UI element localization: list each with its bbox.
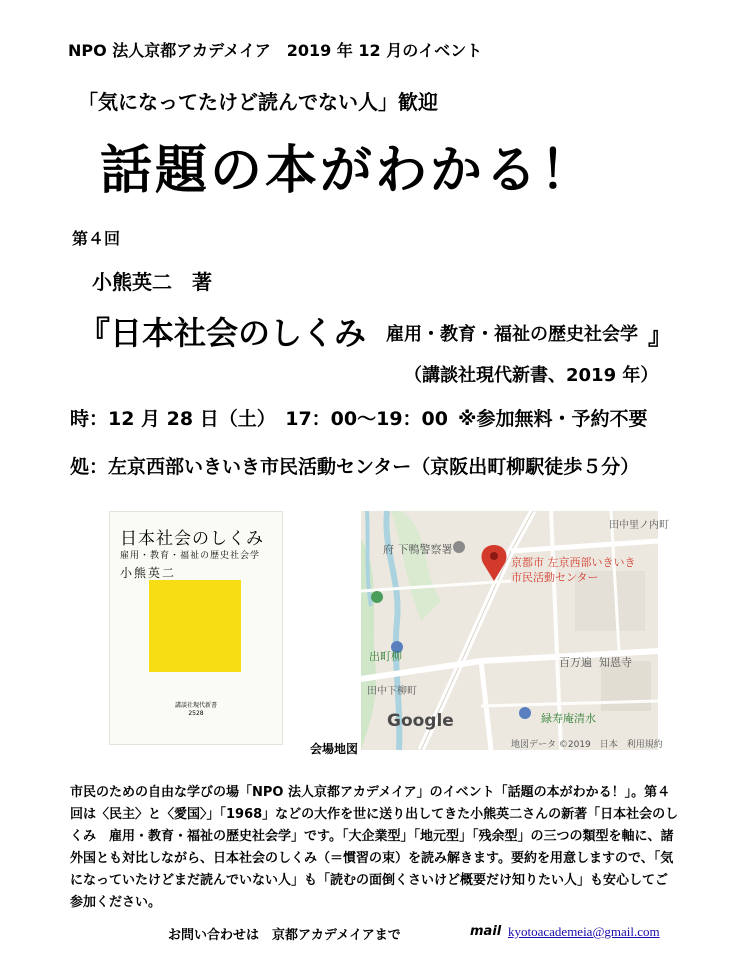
book-publisher: （講談社現代新書、2019 年）	[404, 365, 659, 386]
cover-series: 講談社現代新書	[174, 702, 217, 709]
event-datetime: 時：12 月 28 日（土） 17：00～19：00	[70, 408, 448, 430]
tagline: 「気になってたけど読んでない人」歓迎	[78, 90, 438, 114]
org-event-line: NPO 法人京都アカデメイア 2019 年 12 月のイベント	[68, 41, 483, 60]
episode-number: 第４回	[72, 229, 121, 248]
event-place: 処：左京西部いきいき市民活動センター（京阪出町柳駅徒歩５分）	[70, 456, 640, 478]
map-label: 田中里ノ内町	[609, 520, 669, 531]
book-title-close: 』	[648, 322, 672, 350]
cover-number: 2528	[188, 710, 204, 717]
event-description: 市民のための自由な学びの場「NPO 法人京都アカデメイア」のイベント「話題の本がわかる！」。第４回は〈民主〉と〈愛国〉」「1968」などの大作を世に送り出してきた小熊英二さんの新著「日本社会のしくみ 雇用・教育・福祉の歴史社会学」です。「大企業型」「地元型」「残余型」の三つの類型を軸に、諸外国とも対比しながら、日本社会のしくみ（＝慣習の束）を読み解きます。要約を用意しますので、「気になっていたけどまだ読んでいない人」も「読むの面倒くさいけど概要だけ知りたい人」も安心してご参加ください。	[70, 785, 679, 910]
map-label: 緑寿庵清水	[541, 712, 596, 725]
book-cover-image	[109, 511, 283, 745]
map-label: 田中下柳町	[367, 686, 417, 697]
email-link[interactable]: kyotoacademeia@gmail.com	[508, 924, 660, 939]
map-attribution[interactable]: 地図データ ©2019 日本 利用規約	[511, 740, 663, 750]
book-subtitle: 雇用・教育・福祉の歴史社会学	[386, 324, 638, 345]
contact-label: お問い合わせは 京都アカデメイアまで	[168, 928, 401, 943]
book-author: 小熊英二 著	[92, 270, 212, 294]
venue-map[interactable]	[361, 511, 669, 750]
map-venue-label: 京都市 左京西部いきいき	[511, 556, 636, 569]
cover-subtitle: 雇用・教育・福祉の歴史社会学	[120, 551, 261, 561]
main-title: 話題の本がわかる！	[100, 141, 596, 201]
event-note: ※参加無料・予約不要	[458, 408, 648, 430]
book-title: 『日本社会のしくみ	[78, 314, 367, 352]
google-logo: Google	[387, 711, 454, 731]
map-station-label: 出町柳	[369, 650, 402, 663]
cover-yellow-square	[149, 580, 241, 672]
map-caption: 会場地図	[310, 742, 359, 756]
cover-author: 小熊英二	[120, 566, 177, 580]
cover-title: 日本社会のしくみ	[120, 529, 264, 549]
mail-label: mail	[470, 924, 502, 939]
map-label: 百万遍	[559, 656, 592, 669]
map-venue-label: 市民活動センター	[511, 571, 599, 584]
map-label: 知恩寺	[599, 656, 632, 669]
map-label: 府 下鴨警察署	[383, 543, 453, 556]
